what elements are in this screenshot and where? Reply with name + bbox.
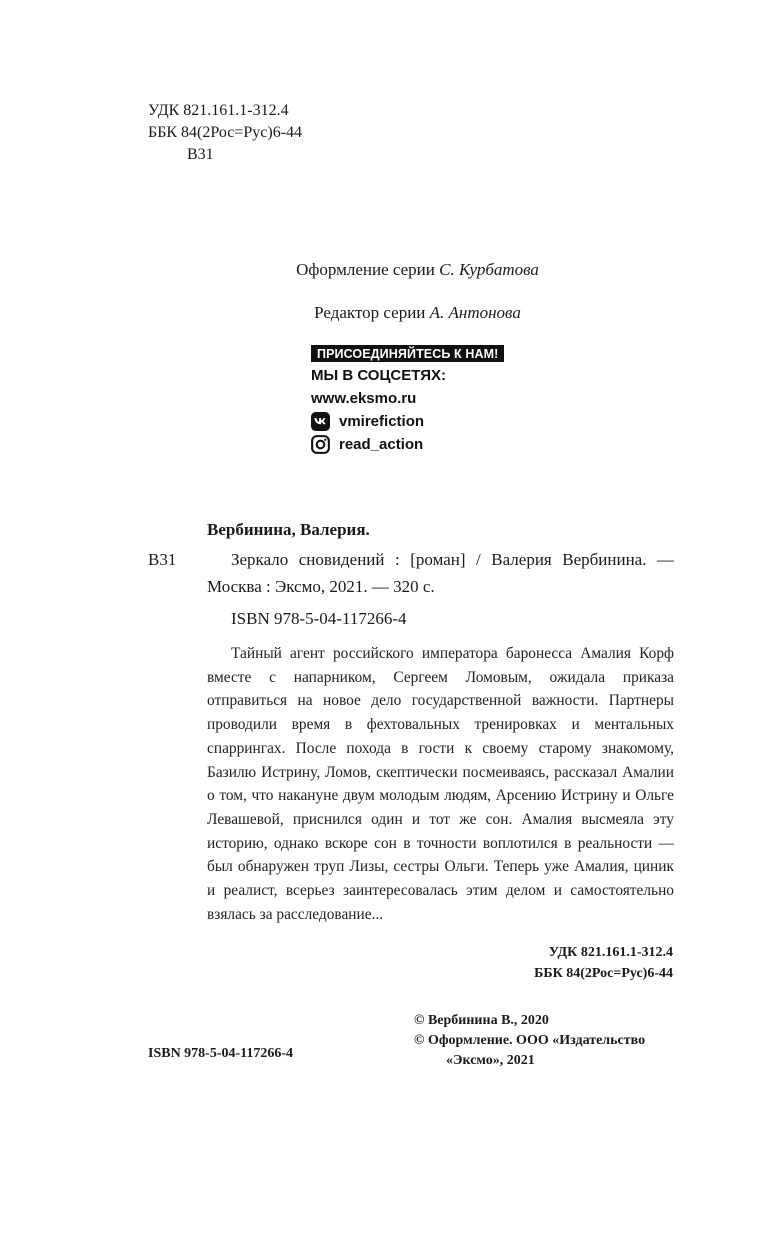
- social-block: [311, 345, 504, 456]
- classification-codes: [148, 100, 302, 166]
- copyright-author: © Вербинина В., 2020: [414, 1013, 549, 1028]
- bibliographic-description: Зеркало сновидений : [роман] / Валерия Вербинина. — Москва : Эксмо, 2021. — 320 с.: [207, 550, 674, 596]
- entry-bbk: ББК 84(2Рос=Рус)6-44: [534, 966, 673, 981]
- series-design-credit: [150, 260, 685, 280]
- website-link[interactable]: www.eksmo.ru: [311, 390, 417, 407]
- copyright-block: [414, 1011, 645, 1071]
- instagram-handle: read_action: [339, 436, 424, 453]
- bbk-code: ББК 84(2Рос=Рус)6-44: [148, 124, 303, 141]
- credit-name: С. Курбатова: [439, 260, 539, 279]
- entry-author: Вербинина, Валерия.: [207, 520, 370, 539]
- isbn-bottom: ISBN 978-5-04-117266-4: [148, 1046, 294, 1061]
- author-mark: В31: [187, 146, 214, 163]
- vk-handle: vmirefiction: [339, 413, 425, 430]
- join-us-banner: ПРИСОЕДИНЯЙТЕСЬ К НАМ!: [311, 345, 504, 362]
- instagram-link[interactable]: [311, 433, 504, 456]
- credit-role: Редактор серии: [314, 303, 426, 322]
- social-heading: МЫ В СОЦСЕТЯХ:: [311, 367, 447, 384]
- entry-udk: УДК 821.161.1-312.4: [548, 945, 673, 960]
- udk-code: УДК 821.161.1-312.4: [148, 102, 289, 119]
- entry-isbn: ISBN 978-5-04-117266-4: [231, 609, 407, 628]
- instagram-icon: [311, 435, 330, 454]
- credit-role: Оформление серии: [296, 260, 435, 279]
- credit-name: А. Антонова: [429, 303, 521, 322]
- entry-code: В31: [148, 550, 177, 569]
- vk-link[interactable]: [311, 410, 504, 433]
- annotation-codes: [420, 942, 673, 984]
- copyright-design: © Оформление. ООО «Издательство: [414, 1033, 646, 1048]
- annotation-text: Тайный агент российского императора баронесса Амалия Корф вместе с напарником, Сергеем Ломовым, ожидала приказа отправиться на новое дело государственной важности. Партнеры проводили время в фехтовальных тренировках и ментальных спаррингах. После похода в гости к своему старому знакомому, Базилю Истрину, Ломов, скептически посмеиваясь, рассказал Амалии о том, что накануне двум молодым людям, Арсению Истрину и Ольге Левашевой, приснился один и тот же сон. Амалия высмеяла эту историю, однако вскоре сон в точности воплотился в реальности — был обнаружен труп Лизы, сестры Ольги. Теперь уже Амалия, циник и реалист, всерьез заинтересовалась этим делом и самостоятельно взялась за расследование...: [207, 645, 674, 923]
- vk-icon: [311, 412, 330, 431]
- copyright-design-cont: «Эксмо», 2021: [446, 1053, 535, 1068]
- series-editor-credit: [150, 303, 685, 323]
